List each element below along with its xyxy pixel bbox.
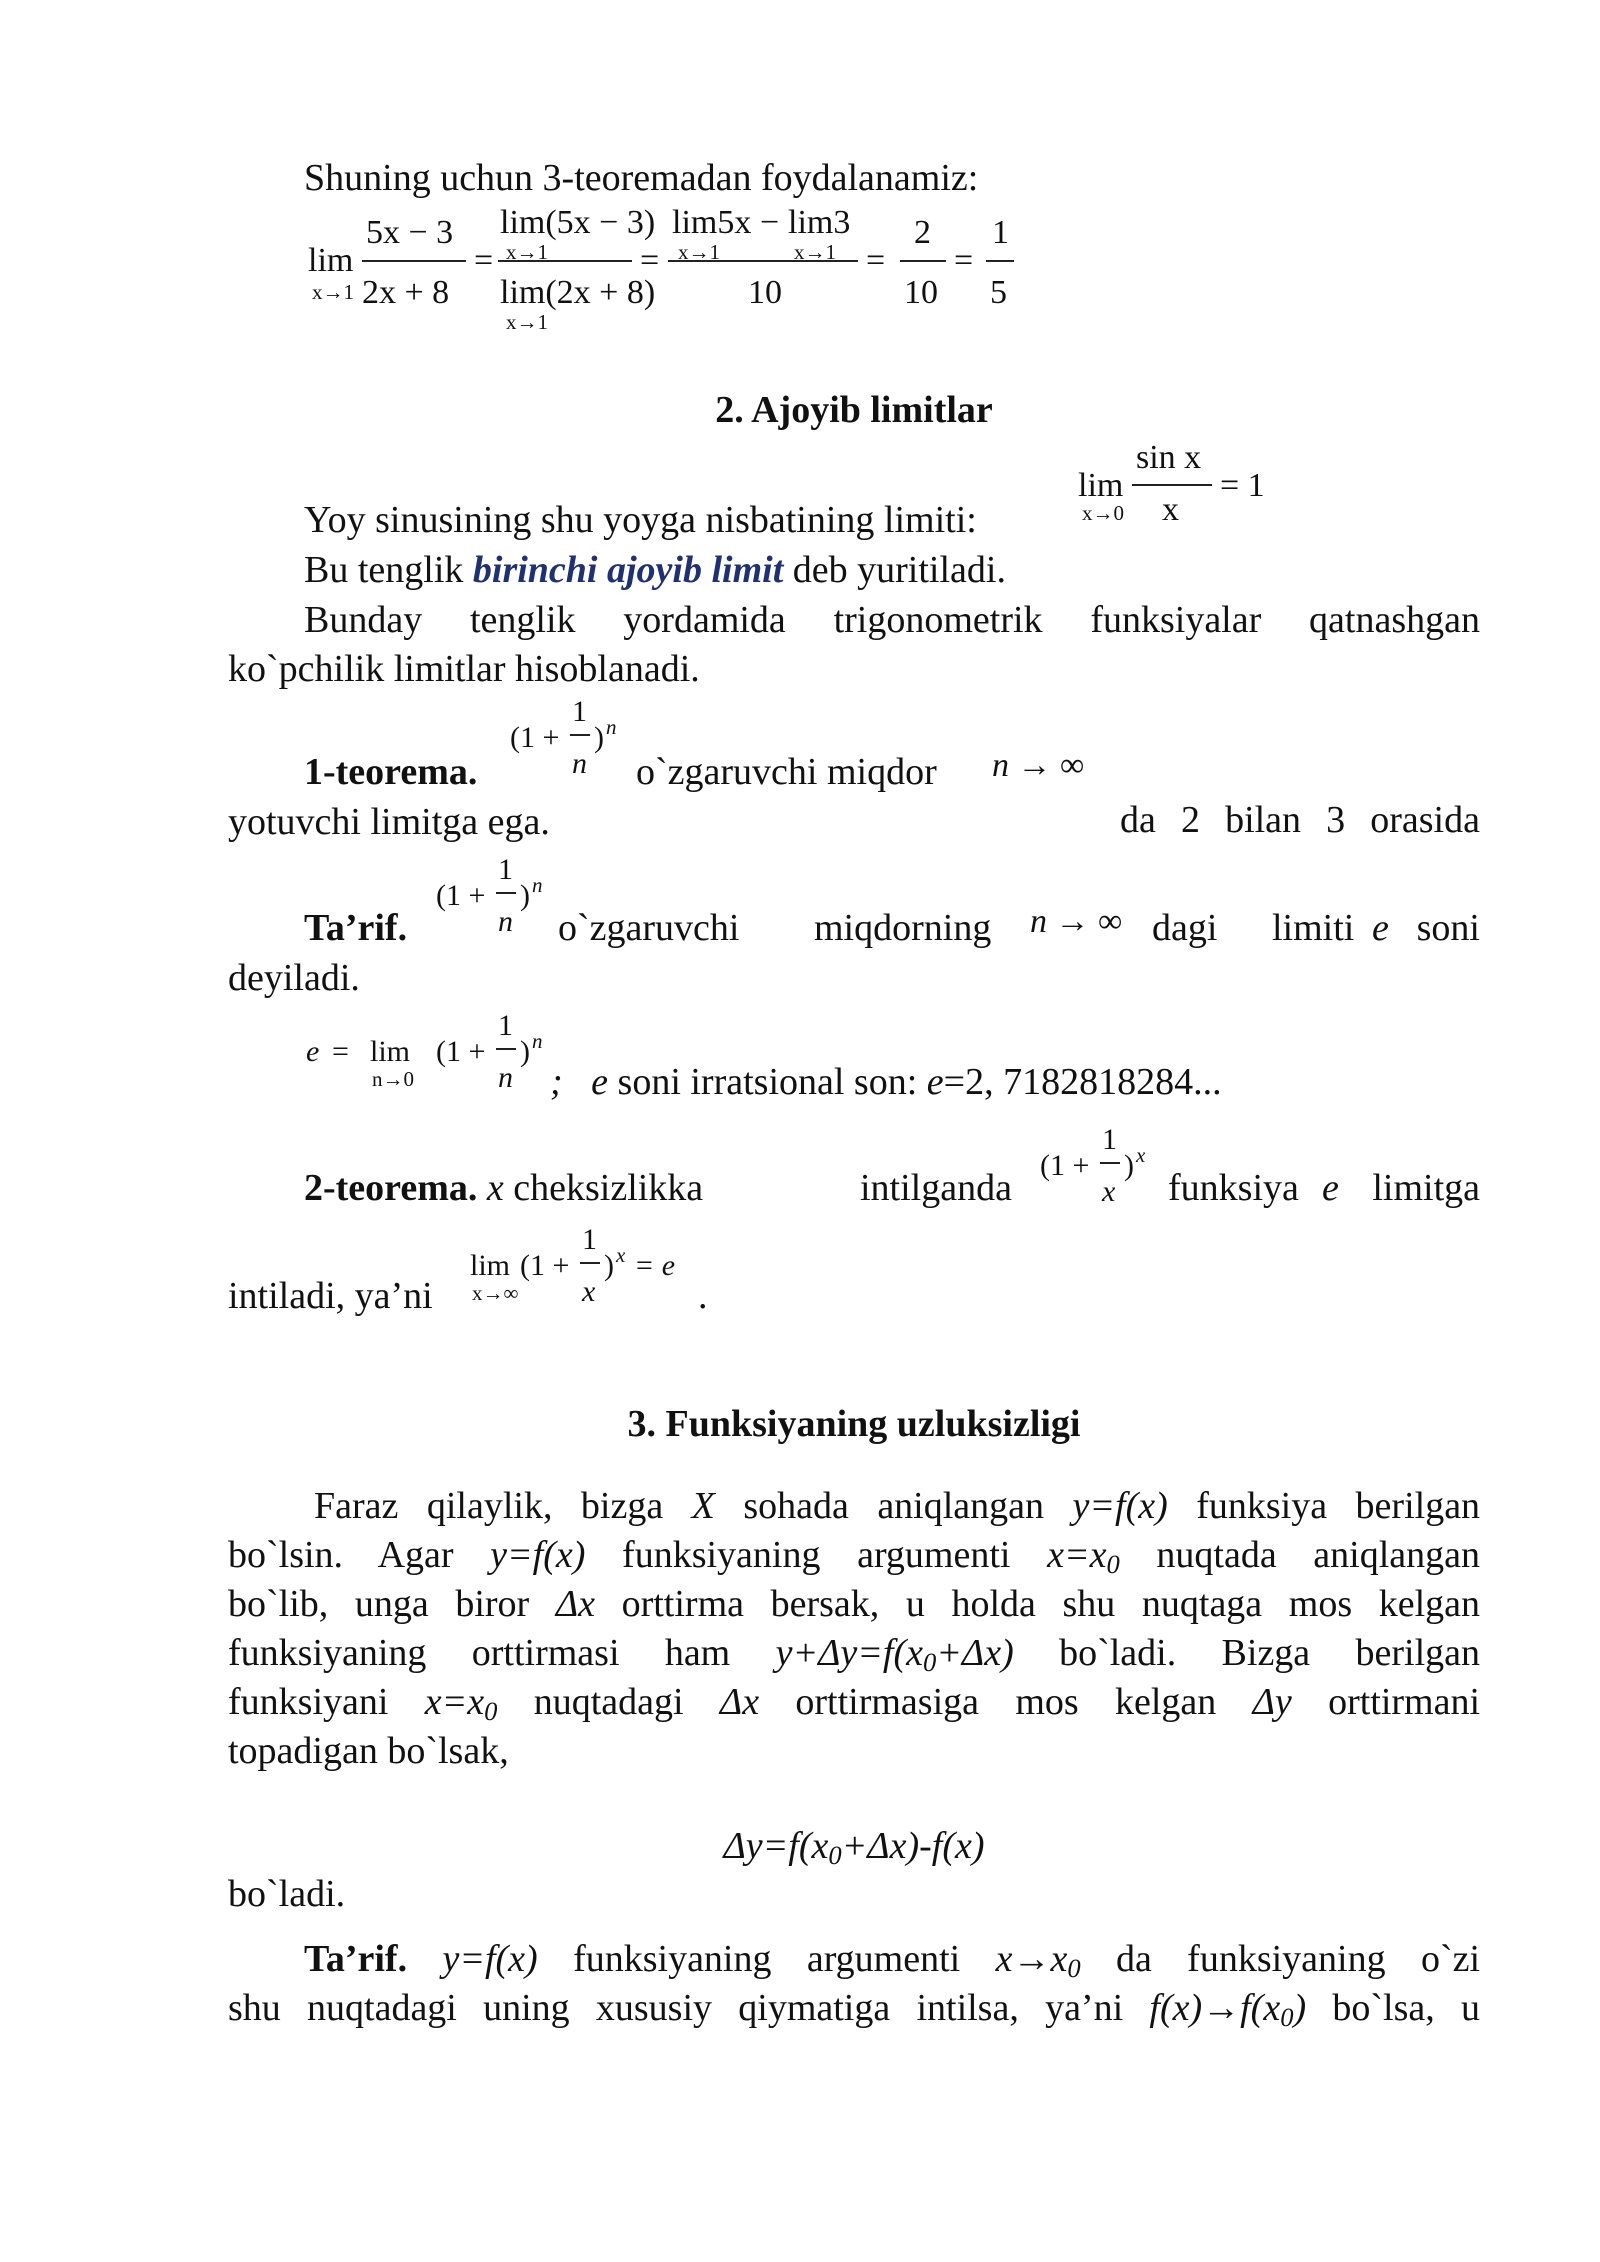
expr-one: 1	[1102, 1123, 1117, 1156]
text: funksiya berilgan	[1196, 1485, 1481, 1527]
text: limiti	[1272, 907, 1355, 949]
text: funksiyaning orttirmasi ham	[228, 1632, 731, 1674]
e-value: =2, 7182818284...	[943, 1061, 1222, 1103]
text: funksiyaning argumenti	[573, 1938, 961, 1980]
fraction-4-bar	[900, 260, 946, 262]
equals-sign: =	[474, 242, 494, 279]
theorem-2-line	[304, 1164, 1480, 1212]
expr-n: n	[498, 1061, 513, 1094]
word: yordamida	[623, 599, 786, 641]
text: dagi	[1152, 907, 1218, 949]
text: Faraz qilaylik, bizga	[314, 1485, 664, 1527]
fraction-3-bar	[668, 260, 858, 262]
definition-line-2: deyiladi.	[228, 957, 360, 999]
theorem-label: 1-teorema.	[304, 751, 478, 793]
text: orttirma bersak, u holda shu nuqtaga mos kelgan	[621, 1583, 1481, 1625]
expr-one: 1	[498, 853, 513, 886]
fraction-bar	[496, 892, 516, 894]
expr-power: n	[532, 1029, 543, 1053]
fraction-bar	[580, 1262, 600, 1264]
expr-close: )	[594, 721, 604, 754]
expr: y+Δy=f(x	[775, 1632, 923, 1674]
n-to-infinity	[992, 742, 1084, 790]
math-expr: Δx	[555, 1583, 595, 1625]
math-expr	[775, 1632, 1014, 1677]
expr-n: n	[498, 905, 513, 938]
infinity: ∞	[1060, 747, 1085, 784]
expr-close: )	[604, 1249, 614, 1282]
lim-subscript: x→∞	[472, 1281, 519, 1305]
math-expr: y=f(x)	[490, 1534, 586, 1576]
theorem-1-line-2: yotuvchi limitga ega.	[228, 801, 550, 843]
math-var: X	[691, 1485, 715, 1527]
expr-power: n	[532, 873, 543, 897]
e-var: e	[1322, 1167, 1339, 1209]
text: da funksiyaning o`zi	[1115, 1938, 1481, 1980]
expr-open: (1 +	[1040, 1149, 1090, 1182]
first-remarkable-limit-line	[304, 546, 1480, 594]
text: nuqtadagi	[533, 1681, 684, 1723]
text: orttirmani	[1328, 1681, 1481, 1723]
word: tenglik	[469, 599, 576, 641]
fraction-1-bar	[362, 260, 466, 262]
word: bilan	[1225, 799, 1302, 841]
fraction-3-sub-b: x→1	[794, 240, 836, 264]
text: bo`lsin. Agar	[228, 1534, 454, 1576]
definition-line	[304, 904, 1480, 952]
sine-limit-line: Yoy sinusining shu yoyga nisbatining limiti:	[304, 499, 977, 541]
paragraph-line	[228, 1629, 1480, 1677]
lim-subscript: n→0	[372, 1067, 414, 1091]
fraction-5-numerator: 1	[992, 214, 1009, 251]
math-expr: Δx	[719, 1681, 760, 1723]
subscript: 0	[828, 1839, 842, 1870]
limit-equation-1	[300, 205, 1060, 335]
equals-one: = 1	[1220, 467, 1265, 504]
n-to-infinity	[1030, 898, 1122, 946]
expr: +Δx)-f(x)	[841, 1825, 985, 1867]
text: o`zgaruvchi miqdor	[636, 751, 937, 793]
fraction-2-denominator: lim(2x + 8)	[500, 274, 656, 311]
expr-n: n	[572, 747, 587, 780]
expr-x: x	[1102, 1175, 1116, 1208]
expr-close: )	[520, 879, 530, 912]
expr: x=x	[424, 1681, 485, 1723]
expr-open: (1 +	[436, 879, 486, 912]
text: funksiyaning argumenti	[622, 1534, 1011, 1576]
e-var: e	[1372, 907, 1389, 949]
fraction-5-denominator: 5	[990, 274, 1007, 311]
expr-one: 1	[498, 1009, 513, 1042]
text: Bu tenglik	[304, 549, 464, 591]
emphasis-term: birinchi ajoyib limit	[472, 549, 784, 591]
text: miqdorning	[814, 907, 992, 949]
text: bo`lsa, u	[1332, 1987, 1480, 2029]
theorem-label: 2-teorema.	[304, 1167, 478, 1209]
math-expr: y=f(x)	[442, 1938, 538, 1980]
e-var: e	[306, 1035, 320, 1068]
definition-line-2	[228, 1984, 1480, 2032]
word: qatnashgan	[1309, 599, 1480, 641]
fraction-2-bar	[498, 260, 632, 262]
fraction-3-numerator-b: lim3	[788, 204, 851, 241]
paragraph-line	[228, 1678, 1480, 1726]
arrow: →	[1017, 747, 1052, 784]
x-var: x	[486, 1167, 504, 1209]
sin-numerator: sin x	[1136, 439, 1202, 476]
math-expr: y=f(x)	[1072, 1485, 1168, 1527]
fraction-2-den-subscript: x→1	[506, 310, 548, 334]
word: da	[1120, 799, 1156, 841]
paragraph-line	[314, 1482, 1480, 1530]
expr: x→x	[995, 1938, 1068, 1980]
e-var: e	[926, 1061, 944, 1103]
math-expr	[1047, 1534, 1120, 1579]
paragraph-line-justified	[304, 596, 1480, 644]
expr: f(x)→f(x	[1149, 1987, 1281, 2029]
expr: x=x	[1047, 1534, 1107, 1576]
definition-label: Ta’rif.	[304, 907, 408, 949]
definition-label: Ta’rif.	[304, 1938, 408, 1980]
expr-close: )	[1124, 1149, 1134, 1182]
increment-equation	[228, 1822, 1480, 1870]
expr-open: (1 +	[436, 1035, 486, 1068]
equals-sign: =	[954, 242, 974, 279]
expr-power: x	[1136, 1143, 1146, 1167]
fraction-2-num-subscript: x→1	[506, 240, 548, 264]
expr-x: x	[582, 1275, 596, 1308]
subscript: 0	[484, 1695, 498, 1726]
lim-text: lim	[308, 242, 354, 279]
expr-open: (1 +	[510, 721, 560, 754]
fraction-3-numerator-a: lim5x	[672, 204, 752, 241]
n-var: n	[1030, 903, 1047, 940]
text: shu nuqtadagi uning xususiy qiymatiga intilsa, ya’ni	[228, 1987, 1124, 2029]
text: orttirmasiga mos kelgan	[795, 1681, 1217, 1723]
subscript: 0	[922, 1646, 937, 1677]
text: limitga	[1372, 1167, 1480, 1209]
word: Bunday	[304, 599, 423, 641]
fraction-5-bar	[986, 260, 1014, 262]
expr-close: )	[520, 1035, 530, 1068]
math-expr	[995, 1938, 1081, 1983]
paragraph-line	[228, 1531, 1480, 1579]
subscript: 0	[1106, 1548, 1120, 1579]
text: funksiyani	[228, 1681, 389, 1723]
word: funksiyalar	[1090, 599, 1262, 641]
paragraph-line: bo`ladi.	[228, 1873, 346, 1915]
theorem-2-line-2: intiladi, ya’ni	[228, 1275, 433, 1317]
subscript: 0	[1280, 2001, 1294, 2032]
fraction-bar	[496, 1048, 516, 1050]
text: soni irratsional son:	[617, 1061, 918, 1103]
equals-sign: =	[866, 242, 886, 279]
fraction-4-numerator: 2	[914, 214, 931, 251]
fraction-1-numerator: 5x − 3	[366, 214, 454, 251]
fraction-bar	[570, 734, 590, 736]
lim-subscript: x→0	[1082, 501, 1124, 525]
math-expr	[1149, 1987, 1307, 2032]
x-denominator: x	[1162, 491, 1179, 528]
subscript: 0	[1067, 1952, 1081, 1983]
expr: )	[1293, 1987, 1307, 2029]
lim-text: lim	[1078, 467, 1124, 504]
infinity: ∞	[1098, 903, 1123, 940]
fraction-2-numerator: lim(5x − 3)	[500, 204, 656, 241]
text: cheksizlikka	[513, 1167, 704, 1209]
text: o`zgaruvchi	[558, 907, 740, 949]
text: bo`ladi. Bizga berilgan	[1059, 1632, 1480, 1674]
lim-subscript: x→1	[312, 280, 354, 304]
lim-text: lim	[470, 1249, 511, 1282]
separator: ;	[550, 1061, 563, 1103]
expr-open: (1 +	[520, 1249, 570, 1282]
word: orasida	[1370, 799, 1480, 841]
section-2-title: 2. Ajoyib limitlar	[715, 389, 993, 431]
text: intilganda	[860, 1167, 1012, 1209]
section-3-title: 3. Funksiyaning uzluksizligi	[627, 1403, 1081, 1445]
paragraph-line: topadigan bo`lsak,	[228, 1730, 509, 1772]
minus-sign: −	[760, 204, 780, 241]
fraction-1-denominator: 2x + 8	[362, 274, 450, 311]
n-var: n	[992, 747, 1009, 784]
equals-sign: =	[332, 1035, 349, 1068]
text: nuqtada aniqlangan	[1156, 1534, 1481, 1576]
word: 3	[1326, 799, 1346, 841]
text: sohada aniqlangan	[743, 1485, 1045, 1527]
equals-sign: =	[640, 242, 660, 279]
word: trigonometrik	[833, 599, 1043, 641]
text: funksiya	[1168, 1167, 1299, 1209]
expr-one: 1	[572, 695, 587, 728]
arrow: →	[1055, 903, 1090, 940]
fraction-bar	[1132, 484, 1212, 486]
paragraph-line: ko`pchilik limitlar hisoblanadi.	[228, 648, 700, 690]
e-irrational-line	[550, 1058, 1350, 1106]
text: bo`lib, unga biror	[228, 1583, 530, 1625]
word: 2	[1180, 799, 1200, 841]
paragraph-line	[228, 1580, 1480, 1628]
expr: +Δx)	[936, 1632, 1014, 1674]
expr-power: n	[606, 715, 617, 739]
math-expr: Δy	[1252, 1681, 1292, 1723]
expr-power: x	[616, 1243, 626, 1267]
fraction-3-denominator: 10	[748, 274, 782, 311]
text: soni	[1416, 907, 1480, 949]
lim-text: lim	[370, 1035, 411, 1068]
expr-one: 1	[582, 1223, 597, 1256]
fraction-4-denominator: 10	[904, 274, 938, 311]
e-limit-formula	[306, 1008, 566, 1098]
text: deb yuritiladi.	[792, 549, 1006, 591]
period: .	[698, 1275, 708, 1317]
intro-line: Shuning uchun 3-teoremadan foydalanamiz:	[304, 157, 979, 199]
expr: Δy=f(x	[723, 1825, 829, 1867]
math-expr	[424, 1681, 498, 1726]
equals-e: = e	[634, 1249, 676, 1282]
definition-line	[304, 1935, 1480, 1983]
e-var: e	[591, 1061, 609, 1103]
fraction-3-sub-a: x→1	[678, 240, 720, 264]
